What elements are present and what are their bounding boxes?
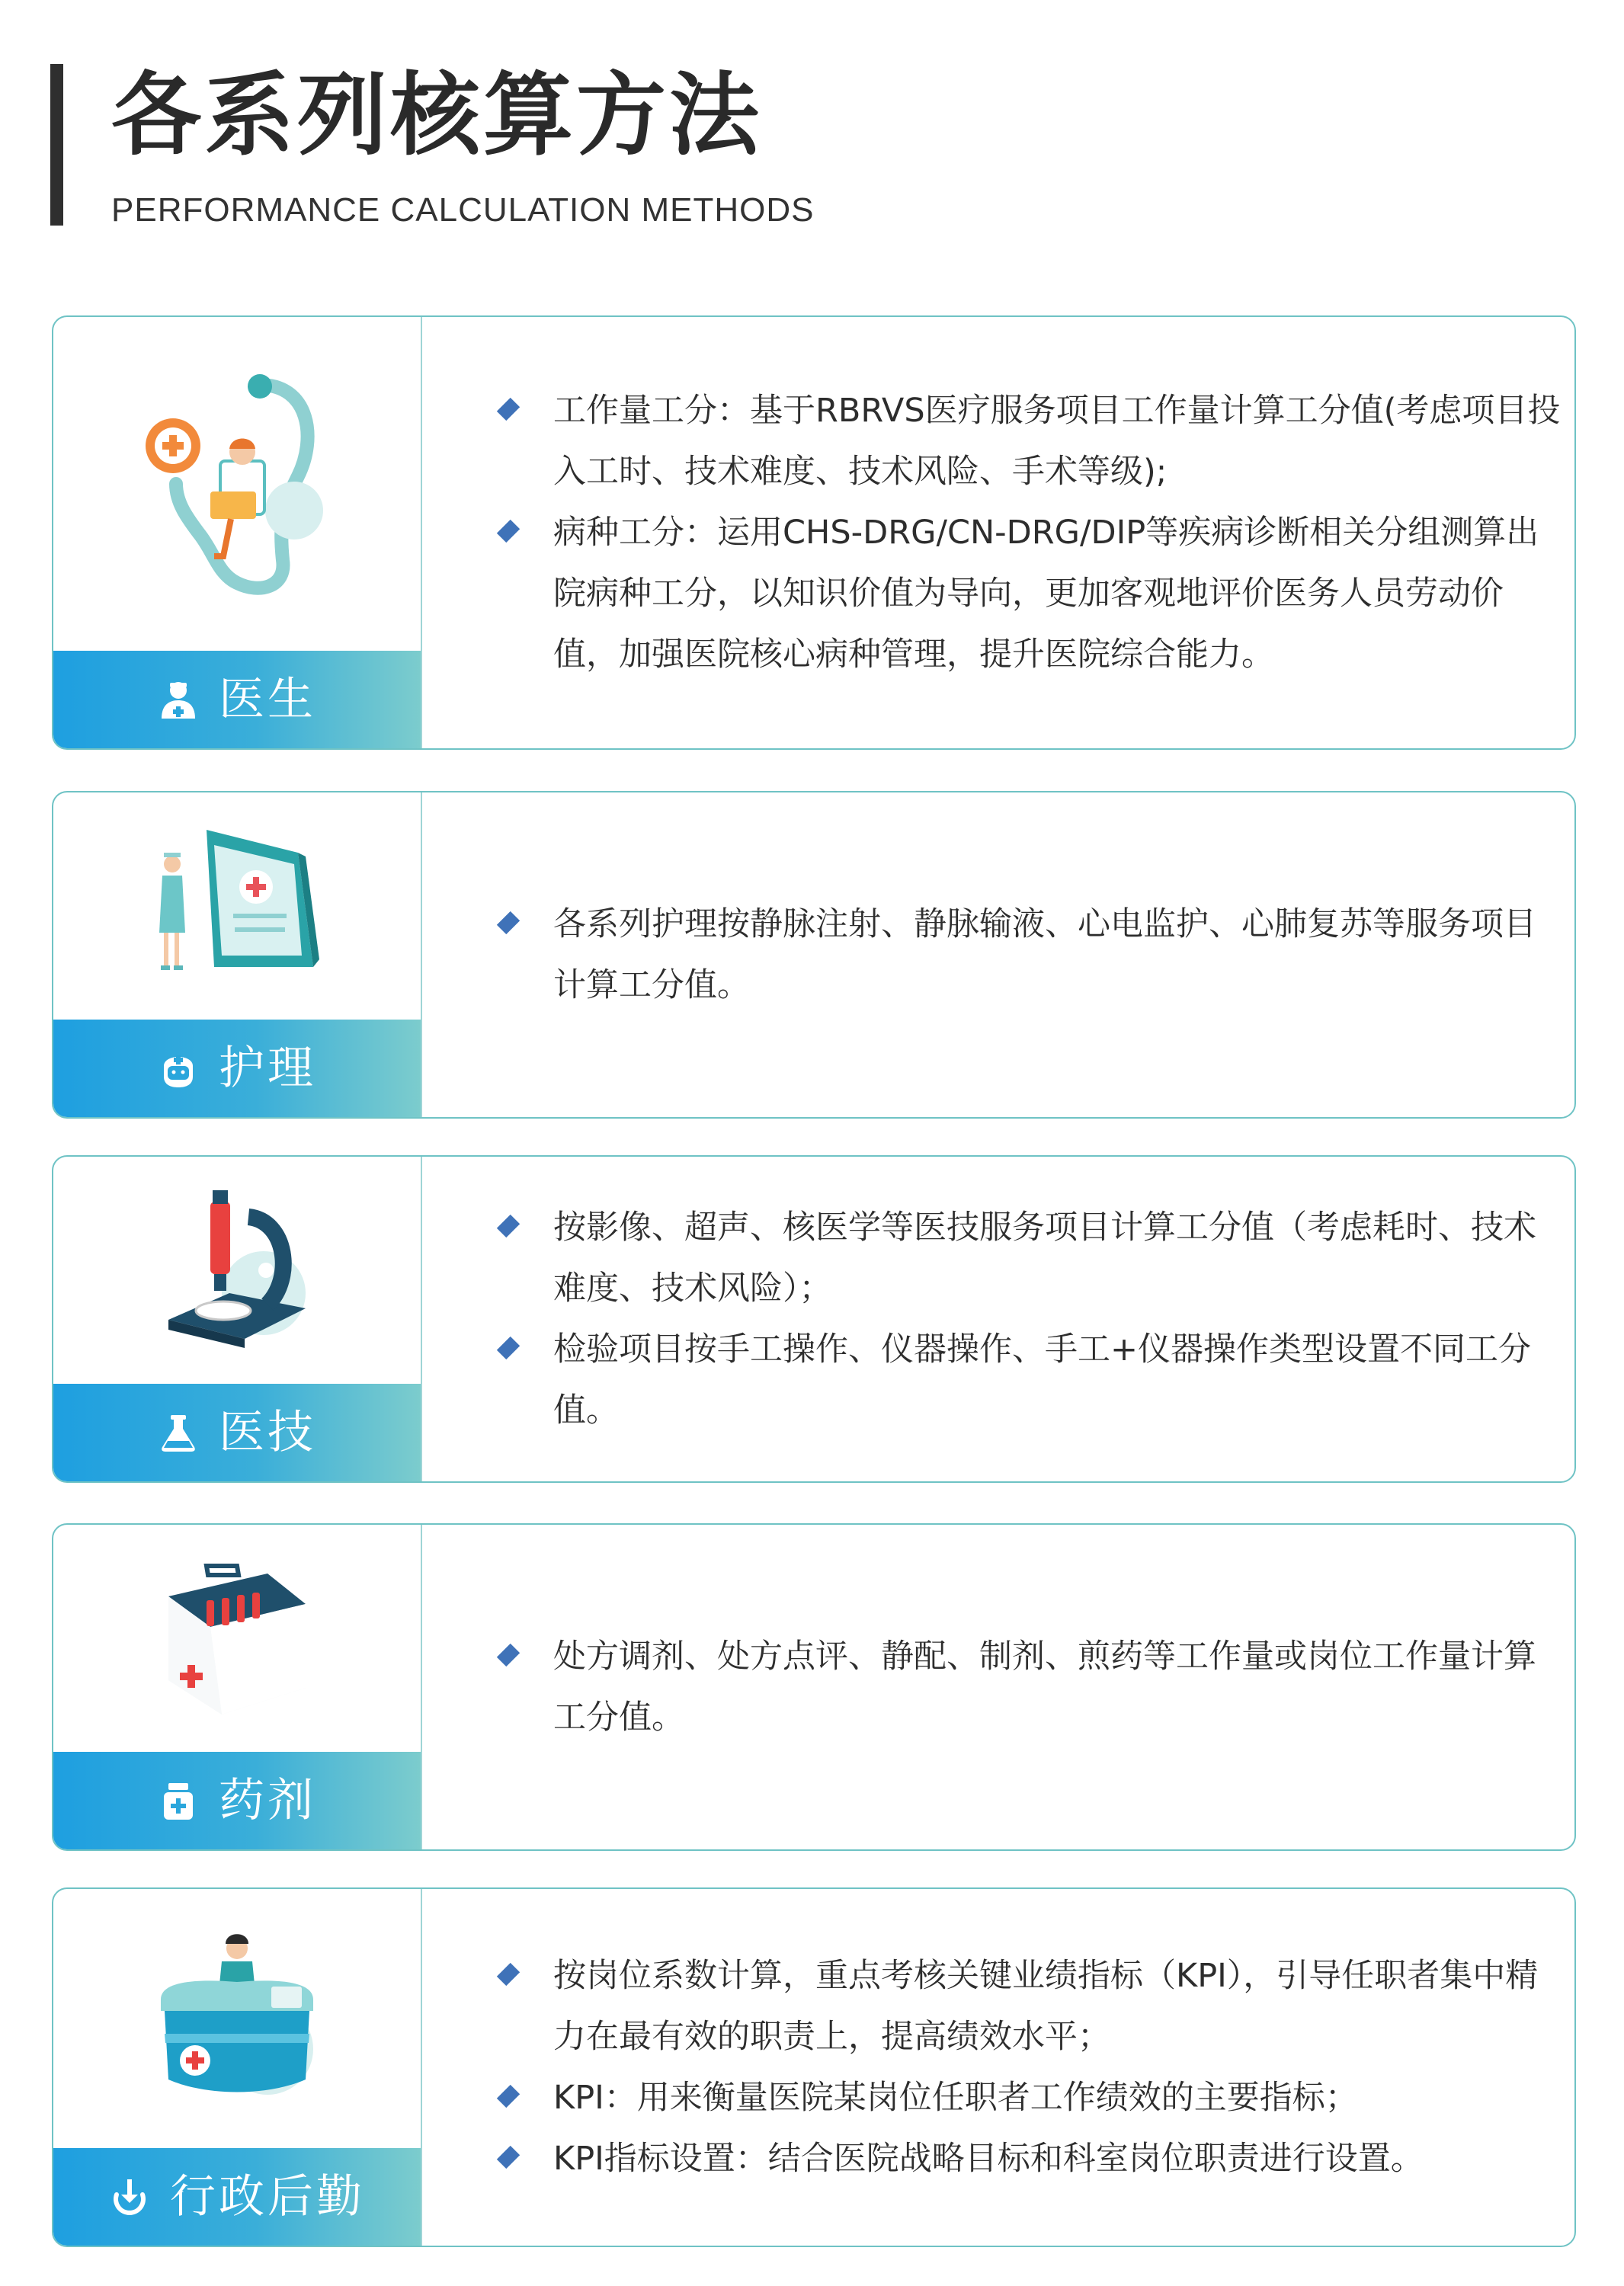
medicine-box-illustration bbox=[53, 1525, 421, 1752]
card-nursing bbox=[52, 791, 1576, 1119]
card-doctor-title: 医生 bbox=[219, 673, 316, 726]
doctor-stethoscope-illustration bbox=[53, 317, 421, 651]
card-doctor-content bbox=[422, 317, 1574, 748]
card-pharmacy-content bbox=[422, 1525, 1574, 1849]
download-circle-icon bbox=[109, 2176, 150, 2217]
card-pharmacy-left bbox=[53, 1525, 422, 1849]
diamond-bullet-icon bbox=[497, 1215, 520, 1237]
list-item: 处方调剂、处方点评、静配、制剂、煎药等工作量或岗位工作量计算工分值。 bbox=[500, 1626, 1567, 1748]
title-accent-bar bbox=[50, 64, 63, 226]
list-item: 按岗位系数计算，重点考核关键业绩指标（KPI），引导任职者集中精力在最有效的职责上，提高绩效水平； bbox=[500, 1945, 1567, 2067]
card-doctor-label bbox=[53, 651, 421, 748]
list-item: 病种工分：运用CHS-DRG/CN-DRG/DIP等疾病诊断相关分组测算出院病种工分，以知识价值为导向，更加客观地评价医务人员劳动价值，加强医院核心病种管理，提升医院综合能力。 bbox=[500, 502, 1567, 685]
list-item: 工作量工分：基于RBRVS医疗服务项目工作量计算工分值(考虑项目投入工时、技术难度、技术风险、手术等级); bbox=[500, 380, 1567, 502]
card-nursing-left bbox=[53, 792, 422, 1117]
card-nursing-label bbox=[53, 1020, 421, 1117]
card-nursing-bullets bbox=[422, 894, 1567, 1016]
card-medtech-left bbox=[53, 1157, 422, 1481]
card-admin-title: 行政后勤 bbox=[170, 2170, 365, 2224]
flask-icon bbox=[158, 1412, 199, 1453]
card-pharmacy bbox=[52, 1523, 1576, 1851]
card-nursing-title: 护理 bbox=[219, 1042, 316, 1095]
card-medtech-bullets bbox=[422, 1197, 1567, 1441]
list-item: KPI：用来衡量医院某岗位任职者工作绩效的主要指标； bbox=[500, 2067, 1567, 2128]
reception-desk-illustration bbox=[53, 1889, 421, 2148]
page-subtitle: PERFORMANCE CALCULATION METHODS bbox=[111, 191, 815, 229]
medicine-bottle-icon bbox=[158, 1780, 199, 1821]
card-doctor bbox=[52, 315, 1576, 750]
card-admin-content bbox=[422, 1889, 1574, 2246]
card-nursing-content bbox=[422, 792, 1574, 1117]
card-admin-bullets bbox=[422, 1945, 1567, 2189]
diamond-bullet-icon bbox=[497, 1337, 520, 1359]
diamond-bullet-icon bbox=[497, 1644, 520, 1666]
diamond-bullet-icon bbox=[497, 2085, 520, 2108]
card-pharmacy-label bbox=[53, 1752, 421, 1849]
list-item: 按影像、超声、核医学等医技服务项目计算工分值（考虑耗时、技术难度、技术风险）； bbox=[500, 1197, 1567, 1319]
diamond-bullet-icon bbox=[497, 1963, 520, 1986]
diamond-bullet-icon bbox=[497, 520, 520, 543]
card-admin bbox=[52, 1887, 1576, 2247]
list-item: 检验项目按手工操作、仪器操作、手工+仪器操作类型设置不同工分值。 bbox=[500, 1319, 1567, 1441]
microscope-illustration bbox=[53, 1157, 421, 1384]
card-medtech-content bbox=[422, 1157, 1574, 1481]
page-title: 各系列核算方法 bbox=[111, 62, 763, 168]
list-item: KPI指标设置：结合医院战略目标和科室岗位职责进行设置。 bbox=[500, 2128, 1567, 2189]
card-doctor-left bbox=[53, 317, 422, 748]
card-medtech-title: 医技 bbox=[219, 1406, 316, 1459]
card-admin-left bbox=[53, 1889, 422, 2246]
list-item: 各系列护理按静脉注射、静脉输液、心电监护、心肺复苏等服务项目计算工分值。 bbox=[500, 894, 1567, 1016]
card-medtech-label bbox=[53, 1384, 421, 1481]
card-doctor-bullets bbox=[422, 380, 1567, 685]
card-medtech bbox=[52, 1155, 1576, 1483]
doctor-icon bbox=[158, 679, 199, 720]
card-pharmacy-bullets bbox=[422, 1626, 1567, 1748]
diamond-bullet-icon bbox=[497, 398, 520, 421]
card-pharmacy-title: 药剂 bbox=[219, 1774, 316, 1827]
nurse-board-illustration bbox=[53, 792, 421, 1020]
diamond-bullet-icon bbox=[497, 911, 520, 934]
card-admin-label bbox=[53, 2148, 421, 2246]
nurse-icon bbox=[158, 1048, 199, 1089]
diamond-bullet-icon bbox=[497, 2146, 520, 2169]
